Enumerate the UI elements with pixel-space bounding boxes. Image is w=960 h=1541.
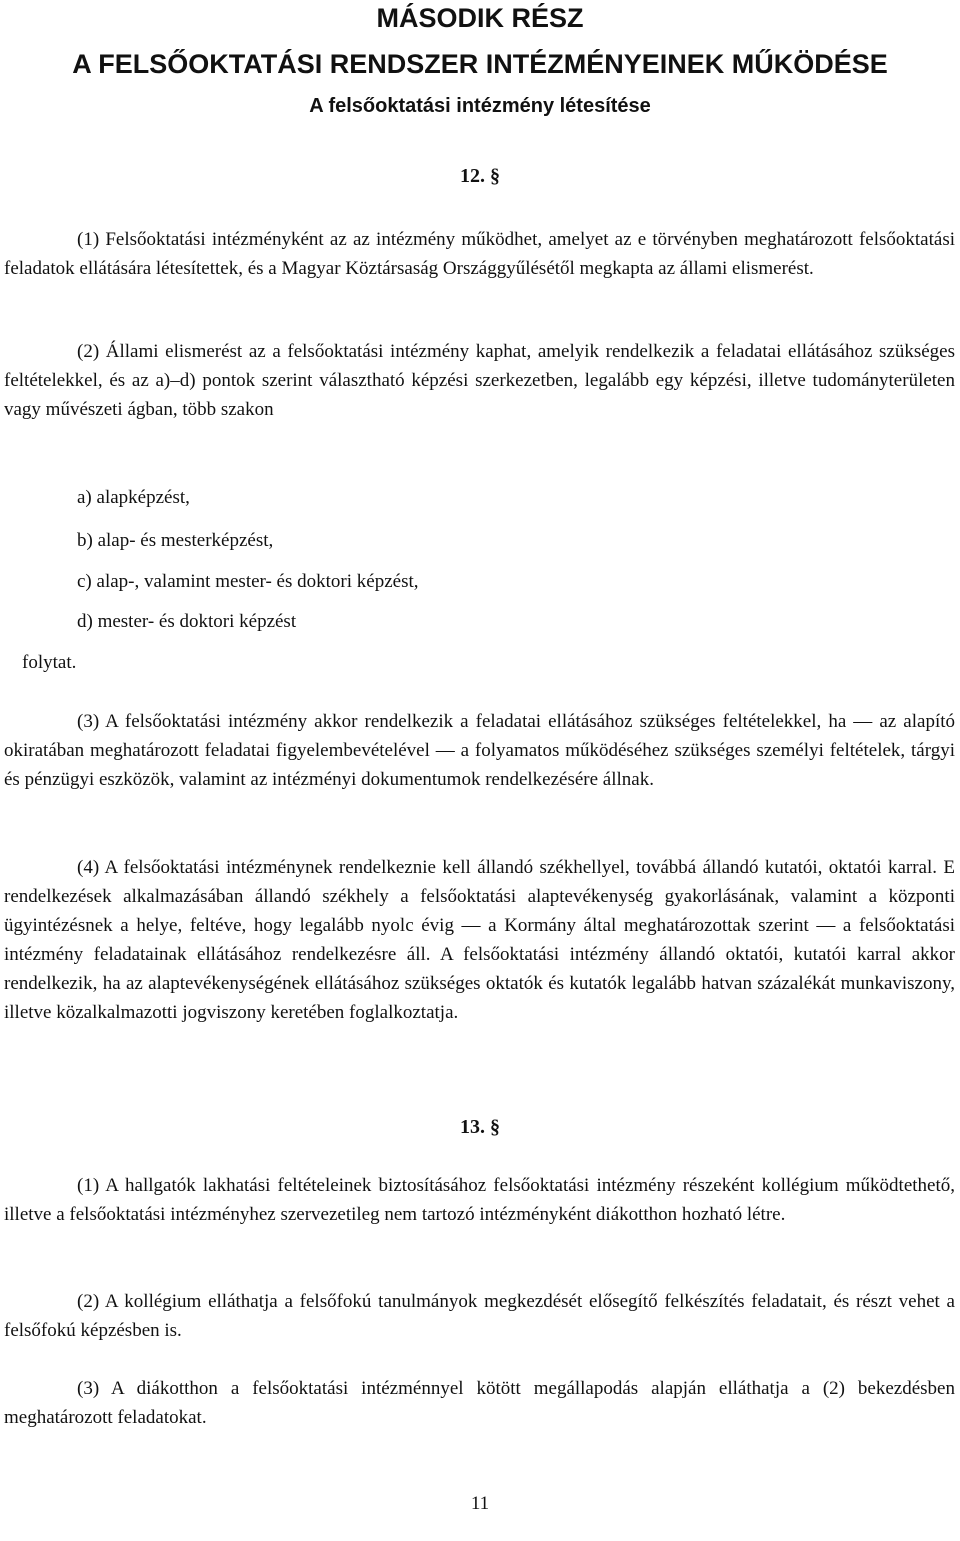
section-12-paragraph-1: (1) Felsőoktatási intézményként az az intézmény működhet, amelyet az e törvényben meghatározott felsőoktatási feladatok ellátására létesítettek, és a Magyar Köztársaság Országgyűlésétől megkapta az állami elismerést. — [4, 229, 955, 279]
list-continuation: folytat. — [22, 652, 77, 673]
section-12-number: 12. § — [460, 165, 500, 187]
section-12-paragraph-3: (3) A felsőoktatási intézmény akkor rendelkezik a feladatai ellátásához szükséges feltételekkel, ha — az alapító okiratában meghatározott feladatai figyelembevételével — a folyamatos működéséhez szükséges személyi feltételek, tárgyi és pénzügyi eszközök, valamint az intézményi dokumentumok rendelkezésére állnak. — [4, 711, 955, 790]
section-13-paragraph-3: (3) A diákotthon a felsőoktatási intézménnyel kötött megállapodás alapján elláthatja a (2) bekezdésben meghatározott feladatokat. — [4, 1378, 955, 1428]
section-13-paragraph-2: (2) A kollégium elláthatja a felsőfokú tanulmányok megkezdését elősegítő felkészítés feladatait, és részt vehet a felsőfokú képzésben is. — [4, 1291, 955, 1341]
list-item-d: d) mester- és doktori képzést — [77, 611, 297, 632]
part-heading: MÁSODIK RÉSZ — [376, 3, 584, 33]
page-number: 11 — [470, 1493, 490, 1514]
section-13-paragraph-1: (1) A hallgatók lakhatási feltételeinek biztosításához felsőoktatási intézmény részeként kollégium működtethető, illetve a felsőoktatási intézményhez szervezetileg nem tartozó intézményként diákotthon hozható létre. — [4, 1175, 955, 1225]
list-item-b: b) alap- és mesterképzést, — [77, 530, 274, 551]
section-12-paragraph-4: (4) A felsőoktatási intézménynek rendelkeznie kell állandó székhellyel, továbbá állandó kutatói, oktatói karral. E rendelkezések alkalmazásában állandó székhely a felsőoktatási alaptevékenység gyakorlásának, valamint a központi ügyintézésnek a helye, feltéve, hogy legalább nyolc évig — a Kormány által meghatározottak szerint — a felsőoktatási intézmény feladatainak ellátásához rendelkezésre áll. A felsőoktatási intézmény állandó oktatói, kutatói karral akkor rendelkezik, ha az alaptevékenységének ellátásához szükséges oktatók és kutatók legalább hatvan százalékát munkaviszony, illetve közalkalmazotti jogviszony keretében foglalkoztatja. — [4, 857, 955, 1023]
list-item-c: c) alap-, valamint mester- és doktori képzést, — [77, 571, 419, 592]
chapter-subtitle: A felsőoktatási intézmény létesítése — [309, 95, 651, 117]
section-13-number: 13. § — [460, 1116, 500, 1138]
section-12-paragraph-2: (2) Állami elismerést az a felsőoktatási intézmény kaphat, amelyik rendelkezik a feladatai ellátásához szükséges feltételekkel, és az a)–d) pontok szerint választható képzési szerkezetben, legalább egy képzési, illetve tudományterületen vagy művészeti ágban, több szakon — [4, 341, 955, 420]
list-item-a: a) alapképzést, — [77, 487, 190, 508]
part-title: A FELSŐOKTATÁSI RENDSZER INTÉZMÉNYEINEK MŰKÖDÉSE — [72, 49, 888, 79]
